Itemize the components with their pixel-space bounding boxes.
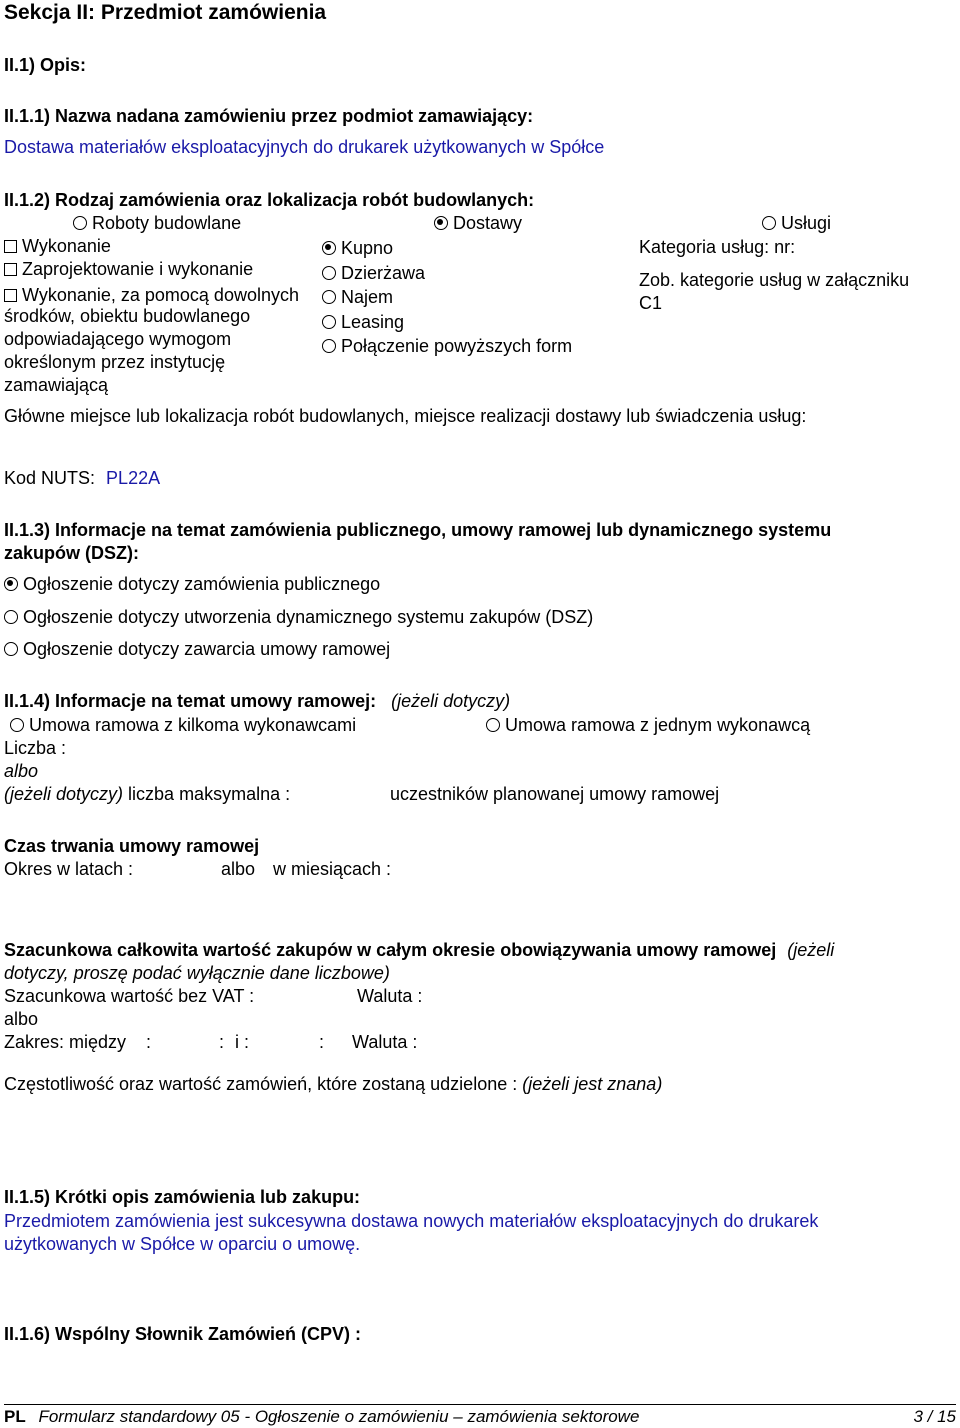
- works-option-design-execution: Zaprojektowanie i wykonanie: [4, 258, 253, 280]
- radio-selected-icon[interactable]: [434, 216, 448, 230]
- heading-ii-1: II.1) Opis:: [4, 55, 87, 75]
- type-supplies: Dostawy: [434, 212, 522, 234]
- notice-option-framework: Ogłoszenie dotyczy zawarcia umowy ramowej: [4, 638, 390, 660]
- count-label: Liczba :: [4, 738, 67, 758]
- radio-icon[interactable]: [322, 290, 336, 304]
- works-option-any-means: Wykonanie, za pomocą dowolnych: [4, 284, 299, 306]
- footer-divider: [4, 1404, 956, 1405]
- short-description-cont: użytkowanych w Spółce w oparciu o umowę.: [4, 1234, 361, 1254]
- nuts-label: Kod NUTS:: [4, 468, 96, 488]
- months-label: w miesiącach :: [273, 859, 392, 879]
- supply-option-purchase: Kupno: [322, 237, 393, 259]
- notice-option-dps: Ogłoszenie dotyczy utworzenia dynamicznego systemu zakupów (DSZ): [4, 606, 593, 628]
- albo-text: albo: [4, 761, 39, 781]
- services-note: C1: [639, 293, 663, 313]
- type-works: Roboty budowlane: [73, 212, 241, 234]
- radio-icon[interactable]: [322, 315, 336, 329]
- notice-option-public: Ogłoszenie dotyczy zamówienia publicznego: [4, 573, 380, 595]
- radio-icon[interactable]: [486, 718, 500, 732]
- supply-option-combination: Połączenie powyższych form: [322, 335, 572, 357]
- checkbox-icon[interactable]: [4, 263, 17, 276]
- footer: [4, 1406, 639, 1428]
- works-text-line: odpowiadającego wymogom: [4, 329, 232, 349]
- section-title: Sekcja II: Przedmiot zamówienia: [4, 1, 327, 24]
- albo-text: albo: [221, 859, 256, 879]
- radio-icon[interactable]: [73, 216, 87, 230]
- heading-ii-1-1: II.1.1) Nazwa nadana zamówieniu przez podmiot zamawiający:: [4, 106, 534, 126]
- nuts-value: PL22A: [106, 468, 161, 488]
- location-label: Główne miejsce lub lokalizacja robót budowlanych, miejsce realizacji dostawy lub świadczenia usług:: [4, 406, 807, 426]
- radio-selected-icon[interactable]: [4, 577, 18, 591]
- supply-option-lease: Dzierżawa: [322, 262, 425, 284]
- footer-title: Formularz standardowy 05 - Ogłoszenie o zamówieniu – zamówienia sektorowe: [38, 1407, 640, 1426]
- nuts-row: [4, 467, 160, 489]
- services-category: Kategoria usług: nr:: [639, 237, 796, 257]
- frequency-row: Częstotliwość oraz wartość zamówień, które zostaną udzielone : (jeżeli jest znana): [4, 1074, 663, 1094]
- heading-ii-1-5: II.1.5) Krótki opis zamówienia lub zakupu:: [4, 1187, 361, 1207]
- footer-code: PL: [4, 1407, 26, 1426]
- duration-heading: Czas trwania umowy ramowej: [4, 836, 260, 856]
- range-and-label: i :: [235, 1032, 250, 1052]
- value-note: dotyczy, proszę podać wyłącznie dane liczbowe): [4, 963, 390, 983]
- participants-label: uczestników planowanej umowy ramowej: [390, 784, 720, 804]
- framework-option-multi: Umowa ramowa z kilkoma wykonawcami: [10, 714, 356, 736]
- works-option-execution: Wykonanie: [4, 235, 111, 257]
- heading-ii-1-6: II.1.6) Wspólny Słownik Zamówień (CPV) :: [4, 1324, 362, 1344]
- years-label: Okres w latach :: [4, 859, 134, 879]
- radio-icon[interactable]: [4, 610, 18, 624]
- albo-text: albo: [4, 1009, 39, 1029]
- range-label: Zakres: między: [4, 1032, 127, 1052]
- checkbox-icon[interactable]: [4, 240, 17, 253]
- works-text-line: określonym przez instytucję: [4, 352, 226, 372]
- services-note: Zob. kategorie usług w załączniku: [639, 270, 910, 290]
- heading-ii-1-3-cont: zakupów (DSZ):: [4, 543, 139, 563]
- currency-label: Waluta :: [352, 1032, 418, 1052]
- value-heading: Szacunkowa całkowita wartość zakupów w całym okresie obowiązywania umowy ramowej (jeżeli: [4, 940, 835, 960]
- radio-icon[interactable]: [322, 339, 336, 353]
- max-row: (jeżeli dotyczy) liczba maksymalna :: [4, 784, 291, 804]
- works-text-line: środków, obiektu budowlanego: [4, 306, 251, 326]
- estimated-value-label: Szacunkowa wartość bez VAT :: [4, 986, 255, 1006]
- range-colon: :: [146, 1032, 152, 1052]
- works-text-line: zamawiającą: [4, 375, 109, 395]
- heading-ii-1-2: II.1.2) Rodzaj zamówienia oraz lokalizacja robót budowlanych:: [4, 190, 535, 210]
- contract-name: Dostawa materiałów eksploatacyjnych do drukarek użytkowanych w Spółce: [4, 137, 605, 157]
- supply-option-rental: Najem: [322, 286, 393, 308]
- range-colon: :: [319, 1032, 325, 1052]
- radio-icon[interactable]: [4, 642, 18, 656]
- radio-icon[interactable]: [762, 216, 776, 230]
- framework-option-single: Umowa ramowa z jednym wykonawcą: [486, 714, 810, 736]
- supply-option-leasing: Leasing: [322, 311, 404, 333]
- page-number: 3 / 15: [913, 1407, 956, 1426]
- radio-selected-icon[interactable]: [322, 241, 336, 255]
- range-colon: :: [219, 1032, 225, 1052]
- heading-ii-1-4: II.1.4) Informacje na temat umowy ramowej: (jeżeli dotyczy): [4, 691, 511, 711]
- type-services: Usługi: [762, 212, 831, 234]
- currency-label: Waluta :: [357, 986, 423, 1006]
- short-description: Przedmiotem zamówienia jest sukcesywna dostawa nowych materiałów eksploatacyjnych do drukarek: [4, 1211, 819, 1231]
- radio-icon[interactable]: [322, 266, 336, 280]
- checkbox-icon[interactable]: [4, 289, 17, 302]
- radio-icon[interactable]: [10, 718, 24, 732]
- heading-ii-1-3: II.1.3) Informacje na temat zamówienia publicznego, umowy ramowej lub dynamicznego systemu: [4, 520, 832, 540]
